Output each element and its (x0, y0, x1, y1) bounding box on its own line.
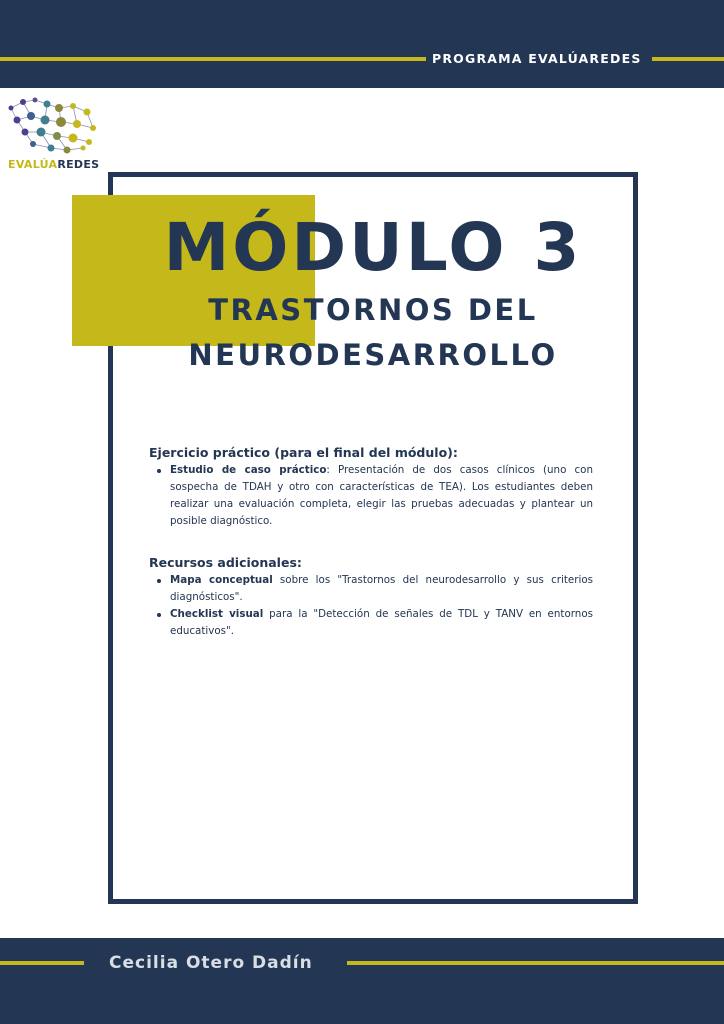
item-term: Mapa conceptual (170, 574, 273, 586)
bullet-list (149, 462, 593, 530)
header-band (0, 0, 724, 88)
bullet-list (149, 572, 593, 640)
item-text: : Presentación de dos casos clínicos (uno con sospecha de TDAH y otro con características de TEA). Los estudiantes deben realizar una evaluación completa, elegir las pruebas adecuadas y plantear un posible diagnóstico. (170, 464, 593, 527)
footer-rule-left (0, 961, 84, 965)
list-item (170, 572, 593, 606)
list-item (170, 606, 593, 640)
header-rule-right (652, 57, 724, 61)
item-term: Checklist visual (170, 608, 264, 620)
module-subtitle: TRASTORNOS DEL NEURODESARROLLO (188, 293, 558, 372)
module-title: MÓDULO 3 (163, 209, 583, 286)
section-heading: Recursos adicionales: (149, 555, 302, 570)
footer-rule-right (347, 961, 724, 965)
program-label: PROGRAMA EVALÚAREDES (432, 51, 642, 66)
header-rule-left (0, 57, 426, 61)
module-content (149, 444, 593, 640)
author-name: Cecilia Otero Dadín (109, 953, 313, 973)
item-text: sobre los "Trastornos del neurodesarrollo y sus criterios diagnósticos". (170, 574, 594, 603)
item-text: para la "Detección de señales de TDL y TANV en entornos educativos". (170, 608, 593, 637)
list-item (170, 462, 593, 530)
section-heading: Ejercicio práctico (para el final del módulo): (149, 445, 458, 460)
item-term: Estudio de caso práctico (170, 464, 327, 476)
logo-wordmark: EVALÚAREDES (8, 158, 100, 171)
